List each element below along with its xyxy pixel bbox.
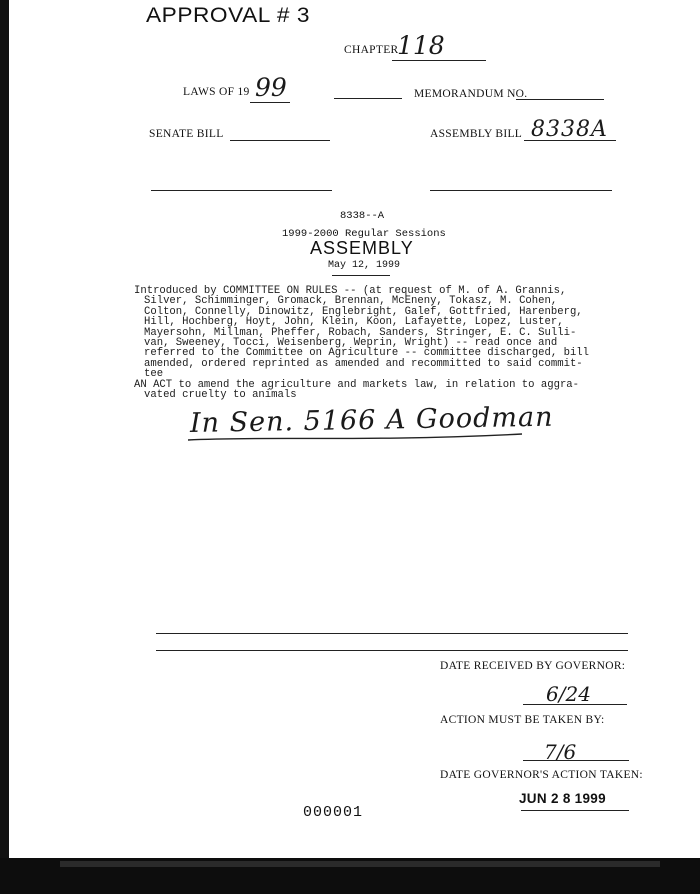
act-line: AN ACT to amend the agriculture and markets law, in relation to aggra- — [134, 379, 580, 391]
laws-year: 99 — [255, 73, 287, 102]
bill-number: 8338--A — [340, 210, 385, 222]
session-line: 1999-2000 Regular Sessions — [282, 228, 446, 240]
scan-bottom-band — [0, 858, 700, 894]
bill-date: May 12, 1999 — [328, 260, 401, 271]
action-must-value: 7/6 — [544, 740, 577, 764]
lower-rule-2 — [156, 650, 628, 651]
action-taken-label: DATE GOVERNOR'S ACTION TAKEN: — [440, 769, 643, 781]
chapter-underline — [392, 60, 486, 61]
action-taken-stamp: JUN 2 8 1999 — [519, 791, 606, 806]
introduced-line: Mayersohn, Millman, Pheffer, Robach, Sanders, Stringer, E. C. Sulli- — [144, 326, 577, 339]
assembly-bill-value: 8338A — [531, 117, 608, 142]
assembly-bill-label: ASSEMBLY BILL — [430, 128, 523, 140]
heading-divider — [332, 275, 390, 276]
blank-line-right — [430, 190, 612, 191]
date-received-value: 6/24 — [546, 682, 591, 706]
page-number: 000001 — [303, 804, 364, 821]
senate-bill-underline — [230, 140, 330, 141]
introduced-line: Colton, Connelly, Dinowitz, Englebright, Galef, Gottfried, Harenberg, — [144, 305, 583, 318]
chapter-label: CHAPTER — [344, 44, 399, 56]
introduced-line: amended, ordered reprinted as amended and recommitted to said commit- — [144, 357, 583, 370]
assembly-bill-underline — [524, 140, 616, 141]
scan-left-border — [0, 0, 9, 894]
memorandum-label: MEMORANDUM NO. — [414, 88, 528, 100]
blank-line-left — [151, 190, 332, 191]
approval-stamp: APPROVAL # 3 — [146, 4, 311, 27]
handwritten-underline — [186, 432, 526, 444]
chapter-value: 118 — [397, 31, 445, 60]
laws-second-underline — [334, 98, 402, 99]
introduced-line: tee — [144, 368, 164, 381]
handwritten-underline-stroke — [188, 434, 522, 440]
introduced-line: Silver, Schimminger, Gromack, Brennan, McEneny, Tokasz, M. Cohen, — [144, 295, 558, 308]
action-must-label: ACTION MUST BE TAKEN BY: — [440, 714, 605, 726]
action-must-underline — [523, 760, 629, 761]
handwritten-senate-note: In Sen. 5166 A Goodman — [189, 401, 554, 439]
laws-underline — [250, 102, 290, 103]
introduced-line: Hill, Hochberg, Hoyt, John, Klein, Koon, Lafayette, Lopez, Luster, — [144, 316, 564, 329]
act-title — [134, 380, 618, 401]
date-received-underline — [523, 704, 627, 705]
laws-label: LAWS OF 19 — [183, 86, 250, 98]
lower-rule-1 — [156, 633, 628, 634]
introduced-line: van, Sweeney, Tocci, Weisenberg, Weprin, Wright) -- read once and — [144, 337, 558, 350]
act-line: vated cruelty to animals — [144, 389, 297, 402]
senate-bill-label: SENATE BILL — [149, 128, 224, 140]
chamber-title: ASSEMBLY — [310, 238, 414, 258]
introduced-line: Introduced by COMMITTEE ON RULES -- (at request of M. of A. Grannis, — [134, 285, 567, 297]
action-taken-underline — [521, 810, 629, 811]
memorandum-underline — [516, 99, 604, 100]
introduced-line: referred to the Committee on Agriculture -- committee discharged, bill — [144, 347, 590, 360]
date-received-label: DATE RECEIVED BY GOVERNOR: — [440, 660, 626, 672]
introduced-paragraph — [134, 286, 618, 380]
